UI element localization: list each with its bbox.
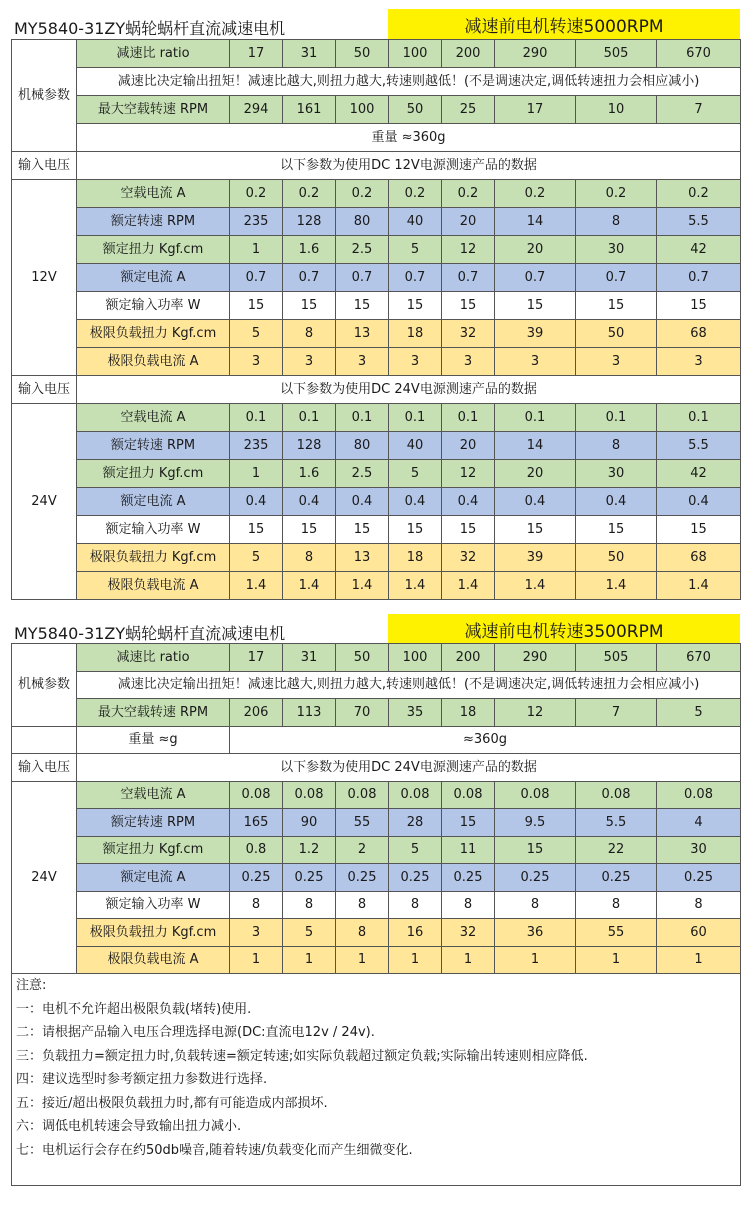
ratio-value: 200 bbox=[442, 40, 495, 68]
voltage-24v-label: 24V bbox=[12, 781, 77, 974]
ratio-value: 290 bbox=[495, 40, 576, 68]
table-row bbox=[12, 264, 741, 292]
param-value: 8 bbox=[442, 891, 495, 919]
param-label: 额定输入功率 W bbox=[77, 292, 230, 320]
param-value: 1 bbox=[230, 460, 283, 488]
param-label: 额定扭力 Kgf.cm bbox=[77, 836, 230, 864]
param-value: 39 bbox=[495, 320, 576, 348]
noload-speed-value: 18 bbox=[442, 699, 495, 727]
param-value: 3 bbox=[230, 919, 283, 947]
param-value: 0.25 bbox=[283, 864, 336, 892]
param-label: 额定扭力 Kgf.cm bbox=[77, 236, 230, 264]
param-value: 1 bbox=[657, 946, 741, 974]
param-value: 1 bbox=[336, 946, 389, 974]
param-value: 15 bbox=[495, 836, 576, 864]
section1-spec-table bbox=[11, 39, 741, 600]
param-value: 0.1 bbox=[442, 404, 495, 432]
param-value: 15 bbox=[657, 516, 741, 544]
table-row bbox=[12, 781, 741, 809]
param-value: 30 bbox=[657, 836, 741, 864]
table-row bbox=[12, 460, 741, 488]
table-row bbox=[12, 348, 741, 376]
param-value: 0.08 bbox=[336, 781, 389, 809]
param-value: 5.5 bbox=[576, 809, 657, 837]
param-value: 14 bbox=[495, 208, 576, 236]
param-value: 0.1 bbox=[389, 404, 442, 432]
param-value: 1.4 bbox=[442, 572, 495, 600]
param-value: 235 bbox=[230, 208, 283, 236]
param-value: 0.25 bbox=[576, 864, 657, 892]
table-row bbox=[12, 208, 741, 236]
ratio-value: 670 bbox=[657, 40, 741, 68]
table-row bbox=[12, 572, 741, 600]
ratio-value: 505 bbox=[576, 644, 657, 672]
param-value: 0.7 bbox=[657, 264, 741, 292]
weight-cell: 重量 ≈360g bbox=[77, 124, 741, 152]
param-value: 1.2 bbox=[283, 836, 336, 864]
input-voltage-row bbox=[12, 376, 741, 404]
noload-speed-value: 17 bbox=[495, 96, 576, 124]
param-value: 15 bbox=[657, 292, 741, 320]
param-value: 20 bbox=[495, 236, 576, 264]
ratio-value: 290 bbox=[495, 644, 576, 672]
weight-row bbox=[12, 124, 741, 152]
param-value: 0.2 bbox=[576, 180, 657, 208]
param-value: 42 bbox=[657, 236, 741, 264]
param-value: 1.4 bbox=[389, 572, 442, 600]
param-label: 额定转速 RPM bbox=[77, 809, 230, 837]
param-value: 20 bbox=[442, 208, 495, 236]
param-value: 5 bbox=[389, 836, 442, 864]
notes-row bbox=[12, 974, 741, 1186]
param-value: 0.4 bbox=[283, 488, 336, 516]
noload-speed-value: 294 bbox=[230, 96, 283, 124]
param-value: 3 bbox=[389, 348, 442, 376]
param-value: 0.4 bbox=[495, 488, 576, 516]
param-label: 额定电流 A bbox=[77, 864, 230, 892]
param-value: 5.5 bbox=[657, 208, 741, 236]
param-label: 空载电流 A bbox=[77, 404, 230, 432]
weight-value: ≈360g bbox=[230, 726, 741, 754]
param-value: 0.08 bbox=[230, 781, 283, 809]
noload-speed-value: 206 bbox=[230, 699, 283, 727]
note-item: 一：电机不允许超出极限负载(堵转)使用. bbox=[16, 1001, 252, 1017]
note-item: 七：电机运行会存在约50db噪音,随着转速/负载变化而产生细微变化. bbox=[16, 1142, 413, 1158]
param-value: 5 bbox=[389, 236, 442, 264]
param-value: 0.7 bbox=[495, 264, 576, 292]
ratio-row bbox=[12, 644, 741, 672]
voltage-24v-label: 24V bbox=[12, 404, 77, 600]
param-value: 128 bbox=[283, 432, 336, 460]
input-voltage-label: 输入电压 bbox=[12, 754, 77, 782]
param-value: 0.2 bbox=[336, 180, 389, 208]
param-value: 0.4 bbox=[389, 488, 442, 516]
param-value: 15 bbox=[495, 292, 576, 320]
param-value: 15 bbox=[336, 292, 389, 320]
param-value: 1.4 bbox=[336, 572, 389, 600]
param-label: 极限负载扭力 Kgf.cm bbox=[77, 320, 230, 348]
param-value: 0.08 bbox=[657, 781, 741, 809]
param-value: 13 bbox=[336, 320, 389, 348]
param-value: 1.4 bbox=[283, 572, 336, 600]
param-value: 15 bbox=[230, 292, 283, 320]
param-value: 0.08 bbox=[495, 781, 576, 809]
param-value: 3 bbox=[657, 348, 741, 376]
param-value: 0.2 bbox=[389, 180, 442, 208]
param-label: 极限负载扭力 Kgf.cm bbox=[77, 544, 230, 572]
ratio-label: 减速比 ratio bbox=[77, 40, 230, 68]
param-value: 15 bbox=[389, 516, 442, 544]
param-value: 0.7 bbox=[389, 264, 442, 292]
param-value: 15 bbox=[336, 516, 389, 544]
param-value: 0.7 bbox=[283, 264, 336, 292]
param-value: 0.08 bbox=[283, 781, 336, 809]
weight-empty-cell bbox=[12, 726, 77, 754]
desc-24v: 以下参数为使用DC 24V电源测速产品的数据 bbox=[77, 754, 741, 782]
param-value: 0.2 bbox=[657, 180, 741, 208]
param-value: 0.4 bbox=[576, 488, 657, 516]
param-value: 68 bbox=[657, 320, 741, 348]
param-value: 80 bbox=[336, 208, 389, 236]
param-value: 50 bbox=[576, 320, 657, 348]
param-value: 15 bbox=[283, 516, 336, 544]
param-label: 额定输入功率 W bbox=[77, 891, 230, 919]
param-value: 0.25 bbox=[442, 864, 495, 892]
noload-speed-value: 35 bbox=[389, 699, 442, 727]
param-value: 1.4 bbox=[495, 572, 576, 600]
param-value: 3 bbox=[283, 348, 336, 376]
param-value: 3 bbox=[495, 348, 576, 376]
param-value: 0.2 bbox=[495, 180, 576, 208]
param-value: 1.4 bbox=[230, 572, 283, 600]
param-value: 235 bbox=[230, 432, 283, 460]
param-label: 极限负载电流 A bbox=[77, 572, 230, 600]
param-value: 32 bbox=[442, 320, 495, 348]
param-value: 0.25 bbox=[230, 864, 283, 892]
noload-speed-value: 50 bbox=[389, 96, 442, 124]
input-voltage-row bbox=[12, 754, 741, 782]
ratio-value: 670 bbox=[657, 644, 741, 672]
param-value: 55 bbox=[576, 919, 657, 947]
param-value: 50 bbox=[576, 544, 657, 572]
param-value: 8 bbox=[283, 320, 336, 348]
param-value: 0.8 bbox=[230, 836, 283, 864]
table-row bbox=[12, 864, 741, 892]
mech-params-label: 机械参数 bbox=[12, 644, 77, 727]
desc-12v: 以下参数为使用DC 12V电源测速产品的数据 bbox=[77, 152, 741, 180]
table-row bbox=[12, 809, 741, 837]
param-value: 1.4 bbox=[576, 572, 657, 600]
ratio-note: 减速比决定输出扭矩！减速比越大,则扭力越大,转速则越低！(不是调速决定,调低转速扭力会相应减小) bbox=[77, 671, 741, 699]
param-value: 18 bbox=[389, 320, 442, 348]
param-value: 5 bbox=[389, 460, 442, 488]
ratio-row bbox=[12, 40, 741, 68]
param-value: 0.2 bbox=[283, 180, 336, 208]
param-value: 0.2 bbox=[442, 180, 495, 208]
table-row bbox=[12, 488, 741, 516]
param-value: 0.2 bbox=[230, 180, 283, 208]
param-label: 空载电流 A bbox=[77, 781, 230, 809]
noload-speed-value: 12 bbox=[495, 699, 576, 727]
param-value: 8 bbox=[576, 208, 657, 236]
noload-speed-value: 70 bbox=[336, 699, 389, 727]
param-value: 55 bbox=[336, 809, 389, 837]
param-value: 90 bbox=[283, 809, 336, 837]
param-value: 42 bbox=[657, 460, 741, 488]
param-value: 15 bbox=[230, 516, 283, 544]
param-value: 165 bbox=[230, 809, 283, 837]
noload-speed-value: 5 bbox=[657, 699, 741, 727]
param-value: 3 bbox=[442, 348, 495, 376]
ratio-value: 505 bbox=[576, 40, 657, 68]
param-value: 1 bbox=[230, 236, 283, 264]
param-label: 极限负载电流 A bbox=[77, 946, 230, 974]
table-row bbox=[12, 544, 741, 572]
param-value: 20 bbox=[495, 460, 576, 488]
desc-24v: 以下参数为使用DC 24V电源测速产品的数据 bbox=[77, 376, 741, 404]
noload-speed-value: 7 bbox=[657, 96, 741, 124]
table-row bbox=[12, 432, 741, 460]
noload-speed-value: 10 bbox=[576, 96, 657, 124]
param-value: 8 bbox=[495, 891, 576, 919]
mech-params-label: 机械参数 bbox=[12, 40, 77, 152]
param-value: 0.08 bbox=[576, 781, 657, 809]
param-value: 0.4 bbox=[336, 488, 389, 516]
note-row bbox=[12, 68, 741, 96]
param-value: 40 bbox=[389, 432, 442, 460]
note-item: 二：请根据产品输入电压合理选择电源(DC:直流电12v / 24v). bbox=[16, 1025, 375, 1040]
section2-rpm-banner: 减速前电机转速3500RPM bbox=[388, 614, 740, 644]
param-value: 5 bbox=[283, 919, 336, 947]
param-value: 15 bbox=[389, 292, 442, 320]
param-value: 2.5 bbox=[336, 236, 389, 264]
noload-speed-label: 最大空载转速 RPM bbox=[77, 699, 230, 727]
noload-speed-row bbox=[12, 699, 741, 727]
param-value: 8 bbox=[283, 891, 336, 919]
noload-speed-value: 161 bbox=[283, 96, 336, 124]
ratio-value: 200 bbox=[442, 644, 495, 672]
param-value: 8 bbox=[336, 919, 389, 947]
param-value: 20 bbox=[442, 432, 495, 460]
param-value: 14 bbox=[495, 432, 576, 460]
param-value: 0.1 bbox=[336, 404, 389, 432]
param-value: 15 bbox=[576, 292, 657, 320]
section2-spec-table bbox=[11, 643, 741, 1186]
param-value: 0.25 bbox=[495, 864, 576, 892]
table-row bbox=[12, 891, 741, 919]
param-value: 8 bbox=[336, 891, 389, 919]
noload-speed-value: 7 bbox=[576, 699, 657, 727]
notes-box bbox=[12, 974, 741, 1186]
section2-title: MY5840-31ZY蜗轮蜗杆直流减速电机 bbox=[14, 624, 286, 643]
param-value: 1.6 bbox=[283, 460, 336, 488]
param-value: 1 bbox=[442, 946, 495, 974]
param-label: 空载电流 A bbox=[77, 180, 230, 208]
section2-title-row bbox=[0, 614, 750, 644]
param-value: 0.25 bbox=[389, 864, 442, 892]
param-value: 15 bbox=[495, 516, 576, 544]
param-value: 2 bbox=[336, 836, 389, 864]
param-value: 5.5 bbox=[657, 432, 741, 460]
ratio-value: 31 bbox=[283, 644, 336, 672]
param-value: 0.4 bbox=[657, 488, 741, 516]
param-value: 12 bbox=[442, 460, 495, 488]
param-label: 额定电流 A bbox=[77, 264, 230, 292]
param-value: 1 bbox=[495, 946, 576, 974]
param-value: 13 bbox=[336, 544, 389, 572]
param-value: 60 bbox=[657, 919, 741, 947]
table-row bbox=[12, 320, 741, 348]
param-value: 9.5 bbox=[495, 809, 576, 837]
param-value: 32 bbox=[442, 919, 495, 947]
section1-title-row bbox=[0, 9, 750, 39]
ratio-value: 100 bbox=[389, 644, 442, 672]
ratio-value: 50 bbox=[336, 40, 389, 68]
param-value: 4 bbox=[657, 809, 741, 837]
param-value: 5 bbox=[230, 544, 283, 572]
param-value: 68 bbox=[657, 544, 741, 572]
note-item: 六：调低电机转速会导致输出扭力减小. bbox=[16, 1119, 242, 1134]
ratio-value: 17 bbox=[230, 644, 283, 672]
param-value: 3 bbox=[336, 348, 389, 376]
param-value: 32 bbox=[442, 544, 495, 572]
param-value: 0.1 bbox=[657, 404, 741, 432]
table-row bbox=[12, 404, 741, 432]
param-value: 1 bbox=[389, 946, 442, 974]
param-value: 0.4 bbox=[442, 488, 495, 516]
noload-speed-label: 最大空载转速 RPM bbox=[77, 96, 230, 124]
param-value: 1.4 bbox=[657, 572, 741, 600]
param-value: 8 bbox=[389, 891, 442, 919]
ratio-value: 17 bbox=[230, 40, 283, 68]
param-label: 额定扭力 Kgf.cm bbox=[77, 460, 230, 488]
param-value: 1.6 bbox=[283, 236, 336, 264]
param-value: 1 bbox=[576, 946, 657, 974]
param-value: 15 bbox=[442, 292, 495, 320]
param-value: 1 bbox=[230, 946, 283, 974]
input-voltage-label: 输入电压 bbox=[12, 152, 77, 180]
table-row bbox=[12, 292, 741, 320]
noload-speed-value: 25 bbox=[442, 96, 495, 124]
param-value: 0.1 bbox=[283, 404, 336, 432]
table-row bbox=[12, 946, 741, 974]
param-value: 30 bbox=[576, 460, 657, 488]
param-value: 128 bbox=[283, 208, 336, 236]
note-row bbox=[12, 671, 741, 699]
note-item: 五：接近/超出极限负载扭力时,都有可能造成内部损坏. bbox=[16, 1095, 328, 1111]
param-value: 0.4 bbox=[230, 488, 283, 516]
param-value: 3 bbox=[230, 348, 283, 376]
param-value: 28 bbox=[389, 809, 442, 837]
param-label: 额定转速 RPM bbox=[77, 432, 230, 460]
param-value: 0.1 bbox=[230, 404, 283, 432]
param-value: 0.7 bbox=[336, 264, 389, 292]
param-value: 15 bbox=[442, 809, 495, 837]
param-value: 11 bbox=[442, 836, 495, 864]
ratio-value: 100 bbox=[389, 40, 442, 68]
param-value: 36 bbox=[495, 919, 576, 947]
param-value: 8 bbox=[657, 891, 741, 919]
param-value: 3 bbox=[576, 348, 657, 376]
param-value: 0.7 bbox=[442, 264, 495, 292]
noload-speed-row bbox=[12, 96, 741, 124]
weight-row bbox=[12, 726, 741, 754]
param-value: 0.08 bbox=[389, 781, 442, 809]
param-label: 额定输入功率 W bbox=[77, 516, 230, 544]
param-value: 8 bbox=[576, 891, 657, 919]
param-value: 0.1 bbox=[495, 404, 576, 432]
table-row bbox=[12, 919, 741, 947]
section1-rpm-banner: 减速前电机转速5000RPM bbox=[388, 9, 740, 39]
param-value: 40 bbox=[389, 208, 442, 236]
section1-title: MY5840-31ZY蜗轮蜗杆直流减速电机 bbox=[14, 19, 286, 38]
param-value: 15 bbox=[283, 292, 336, 320]
param-value: 0.1 bbox=[576, 404, 657, 432]
table-row bbox=[12, 516, 741, 544]
param-value: 39 bbox=[495, 544, 576, 572]
ratio-value: 50 bbox=[336, 644, 389, 672]
param-value: 0.25 bbox=[336, 864, 389, 892]
param-label: 极限负载电流 A bbox=[77, 348, 230, 376]
param-value: 8 bbox=[576, 432, 657, 460]
input-voltage-row bbox=[12, 152, 741, 180]
param-value: 15 bbox=[576, 516, 657, 544]
param-value: 5 bbox=[230, 320, 283, 348]
ratio-note: 减速比决定输出扭矩！减速比越大,则扭力越大,转速则越低！(不是调速决定,调低转速扭力会相应减小) bbox=[77, 68, 741, 96]
param-value: 80 bbox=[336, 432, 389, 460]
param-label: 额定电流 A bbox=[77, 488, 230, 516]
table-row bbox=[12, 236, 741, 264]
param-value: 16 bbox=[389, 919, 442, 947]
param-value: 0.08 bbox=[442, 781, 495, 809]
param-value: 2.5 bbox=[336, 460, 389, 488]
param-value: 8 bbox=[230, 891, 283, 919]
param-value: 8 bbox=[283, 544, 336, 572]
weight-label: 重量 ≈g bbox=[77, 726, 230, 754]
ratio-label: 减速比 ratio bbox=[77, 644, 230, 672]
voltage-12v-label: 12V bbox=[12, 180, 77, 376]
param-value: 1 bbox=[283, 946, 336, 974]
note-item: 四：建议选型时参考额定扭力参数进行选择. bbox=[16, 1072, 268, 1087]
param-value: 30 bbox=[576, 236, 657, 264]
param-value: 0.25 bbox=[657, 864, 741, 892]
param-value: 12 bbox=[442, 236, 495, 264]
ratio-value: 31 bbox=[283, 40, 336, 68]
noload-speed-value: 100 bbox=[336, 96, 389, 124]
notes-heading: 注意: bbox=[16, 978, 47, 993]
param-value: 18 bbox=[389, 544, 442, 572]
param-label: 额定转速 RPM bbox=[77, 208, 230, 236]
table-row bbox=[12, 180, 741, 208]
param-value: 0.7 bbox=[576, 264, 657, 292]
param-value: 22 bbox=[576, 836, 657, 864]
table-row bbox=[12, 836, 741, 864]
noload-speed-value: 113 bbox=[283, 699, 336, 727]
input-voltage-label: 输入电压 bbox=[12, 376, 77, 404]
param-value: 15 bbox=[442, 516, 495, 544]
param-label: 极限负载扭力 Kgf.cm bbox=[77, 919, 230, 947]
param-value: 0.7 bbox=[230, 264, 283, 292]
note-item: 三：负载扭力=额定扭力时,负载转速=额定转速;如实际负载超过额定负载;实际输出转速则相应降低. bbox=[16, 1048, 588, 1064]
